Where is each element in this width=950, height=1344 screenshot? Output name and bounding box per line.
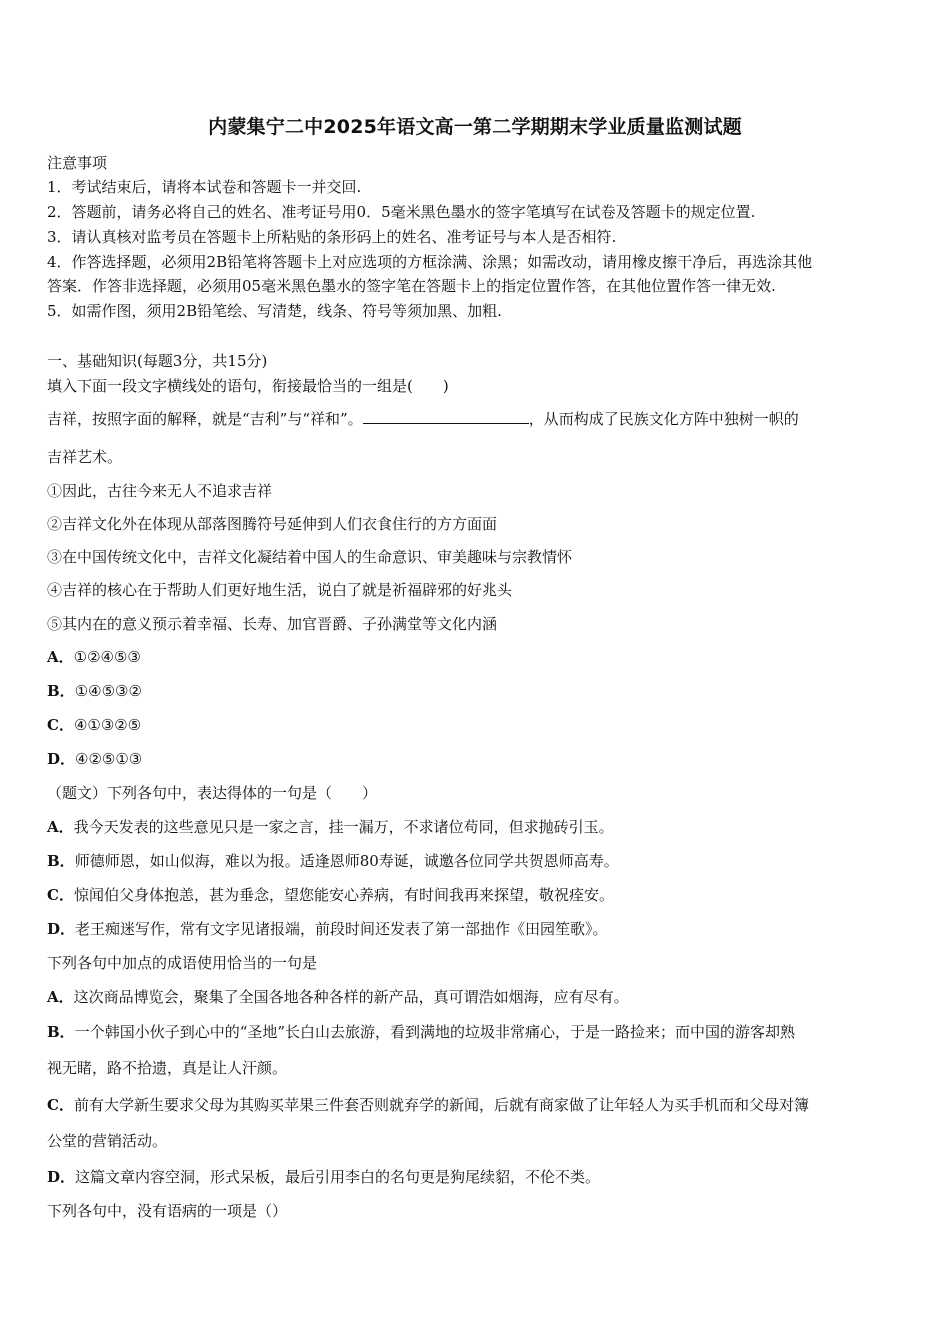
- option-letter: B．: [47, 682, 75, 700]
- option-letter: D．: [47, 1168, 76, 1186]
- question-stem: 填入下面一段文字横线处的语句，衔接最恰当的一组是( ): [47, 377, 449, 395]
- question-stem: 下列各句中加点的成语使用恰当的一句是: [47, 954, 318, 972]
- option-b: [47, 851, 907, 871]
- sentence-item: ②吉祥文化外在体现从部落图腾符号延伸到人们衣食住行的方方面面: [47, 515, 498, 533]
- option-text: 师德师恩，如山似海，难以为报。适逢恩师80寿诞，诚邀各位同学共贺恩师高寿。: [74, 852, 619, 870]
- passage-text: ，从而构成了民族文化方阵中独树一帜的: [528, 410, 799, 428]
- option-text: ④①③②⑤: [73, 716, 142, 734]
- option-a: [47, 647, 907, 667]
- option-letter: B．: [47, 1023, 75, 1041]
- option-c: [47, 1095, 907, 1115]
- option-text: 我今天发表的这些意见只是一家之言，挂一漏万，不求诸位苟同，但求抛砖引玉。: [73, 818, 614, 836]
- question-stem: 下列各句中，没有语病的一项是（）: [47, 1202, 288, 1220]
- passage-line: [47, 409, 907, 429]
- option-continuation: 公堂的营销活动。: [47, 1132, 168, 1150]
- option-c: [47, 885, 907, 905]
- sentence-item: ①因此，古往今来无人不追求吉祥: [47, 482, 273, 500]
- option-text: 前有大学新生要求父母为其购买苹果三件套否则就弃学的新闻，后就有商家做了让年轻人为买手机而和父母对簿: [73, 1096, 809, 1114]
- option-letter: D．: [47, 750, 76, 768]
- option-letter: D．: [47, 920, 76, 938]
- option-letter: A．: [47, 988, 74, 1006]
- option-text: 老王痴迷写作，常有文字见诸报端，前段时间还发表了第一部拙作《田园笙歌》。: [75, 920, 608, 938]
- notice-item: 5．如需作图，须用2B铅笔绘、写清楚，线条、符号等须加黑、加粗.: [47, 302, 502, 320]
- option-c: [47, 715, 907, 735]
- notice-item: 答案．作答非选择题，必须用05毫米黑色墨水的签字笔在答题卡上的指定位置作答，在其他位置作答一律无效.: [47, 277, 776, 295]
- fill-blank: [363, 409, 529, 424]
- option-letter: B．: [47, 852, 75, 870]
- option-b: [47, 681, 907, 701]
- option-letter: C．: [47, 1096, 74, 1114]
- passage-line: 吉祥艺术。: [47, 448, 123, 466]
- notice-item: 4．作答选择题，必须用2B铅笔将答题卡上对应选项的方框涂满、涂黑；如需改动，请用橡皮擦干净后，再选涂其他: [47, 253, 813, 271]
- notice-item: 1．考试结束后，请将本试卷和答题卡一并交回.: [47, 178, 362, 196]
- option-letter: A．: [47, 818, 74, 836]
- option-text: 这次商品博览会，聚集了全国各地各种各样的新产品，真可谓浩如烟海，应有尽有。: [73, 988, 629, 1006]
- option-text: ④②⑤①③: [75, 750, 143, 768]
- option-b: [47, 1022, 907, 1042]
- sentence-item: ⑤其内在的意义预示着幸福、长寿、加官晋爵、子孙满堂等文化内涵: [47, 615, 498, 633]
- option-text: 惊闻伯父身体抱恙，甚为垂念，望您能安心养病，有时间我再来探望，敬祝痊安。: [73, 886, 614, 904]
- option-text: ①④⑤③②: [74, 682, 142, 700]
- page-title: 内蒙集宁二中2025年语文高一第二学期期末学业质量监测试题: [208, 116, 742, 138]
- option-d: [47, 1167, 907, 1187]
- option-a: [47, 817, 907, 837]
- option-a: [47, 987, 907, 1007]
- option-text: 一个韩国小伙子到心中的“圣地”长白山去旅游，看到满地的垃圾非常痛心，于是一路捡来；而中国的游客却熟: [74, 1023, 796, 1041]
- sentence-item: ③在中国传统文化中，吉祥文化凝结着中国人的生命意识、审美趣味与宗教情怀: [47, 548, 573, 566]
- sentence-item: ④吉祥的核心在于帮助人们更好地生活，说白了就是祈福辟邪的好兆头: [47, 581, 513, 599]
- option-letter: C．: [47, 716, 74, 734]
- option-d: [47, 749, 907, 769]
- section-heading: 一、基础知识(每题3分，共15分): [47, 352, 268, 370]
- option-continuation: 视无睹，路不拾遗，真是让人汗颜。: [47, 1059, 288, 1077]
- notice-item: 2．答题前，请务必将自己的姓名、准考证号用0．5毫米黑色墨水的签字笔填写在试卷及答题卡的规定位置.: [47, 203, 756, 221]
- notice-item: 3．请认真核对监考员在答题卡上所粘贴的条形码上的姓名、准考证号与本人是否相符.: [47, 228, 617, 246]
- passage-text: 吉祥，按照字面的解释，就是“吉利”与“祥和”。: [47, 410, 363, 428]
- question-stem: （题文）下列各句中，表达得体的一句是（ ）: [47, 784, 378, 802]
- option-letter: A．: [47, 648, 74, 666]
- option-letter: C．: [47, 886, 74, 904]
- option-text: ①②④⑤③: [73, 648, 141, 666]
- option-text: 这篇文章内容空洞，形式呆板，最后引用李白的名句更是狗尾续貂，不伦不类。: [75, 1168, 601, 1186]
- notice-heading: 注意事项: [47, 154, 108, 172]
- option-d: [47, 919, 907, 939]
